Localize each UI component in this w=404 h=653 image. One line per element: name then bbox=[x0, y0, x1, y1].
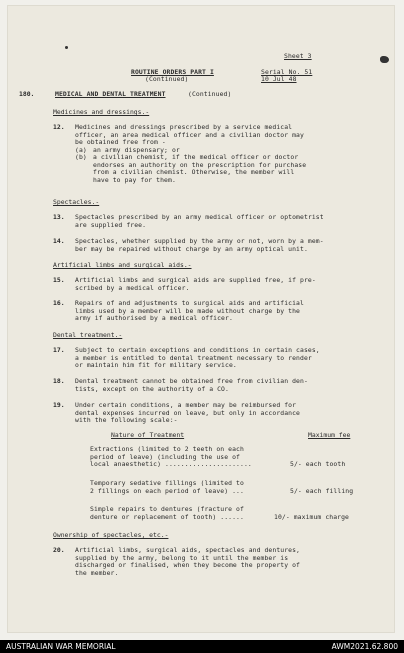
subheading-dental: Dental treatment.- bbox=[53, 331, 123, 339]
para-16-line: army if authorised by a medical officer. bbox=[75, 314, 233, 322]
para-18-line: tists, except on the authority of a CO. bbox=[75, 384, 229, 393]
document-title-continued: (Continued) bbox=[145, 75, 189, 83]
para-19-number: 19. bbox=[53, 401, 65, 409]
archive-footer-bar bbox=[0, 640, 404, 653]
para-20-line: the member. bbox=[75, 568, 119, 577]
para-14-line: Spectacles, whether supplied by the army or not, worn by a mem- bbox=[75, 237, 324, 245]
footer-accession-number: AWM2021.62.800 bbox=[331, 642, 398, 651]
para-12-b-line: have to pay for them. bbox=[93, 175, 176, 184]
para-20-line: discharged or finalised, when they become the property of bbox=[75, 561, 301, 569]
scale-row-line: Extractions (limited to 2 teeth on each bbox=[90, 445, 244, 453]
para-13-line: Spectacles prescribed by an army medical officer or optometrist bbox=[75, 213, 324, 221]
scale-row-line: 2 fillings on each period of leave) ... bbox=[90, 486, 244, 495]
scale-row-line: denture or replacement of tooth) ...... bbox=[90, 512, 244, 521]
scale-row-fee: 5/- each filling bbox=[290, 486, 354, 495]
section-heading-continued: (Continued) bbox=[188, 90, 232, 98]
subheading-medicines: Medicines and dressings.- bbox=[53, 108, 150, 116]
para-12-a-text: an army dispensary; or bbox=[93, 145, 180, 154]
para-18-line: Dental treatment cannot be obtained free from civilian den- bbox=[75, 377, 308, 385]
para-13-number: 13. bbox=[53, 213, 65, 221]
para-14-number: 14. bbox=[53, 237, 65, 245]
para-12-line: Medicines and dressings prescribed by a service medical bbox=[75, 123, 293, 131]
para-16-line: Repairs of and adjustments to surgical aids and artificial bbox=[75, 299, 304, 307]
para-12-line: officer, an area medical officer and a civilian doctor may bbox=[75, 130, 304, 139]
section-heading: MEDICAL AND DENTAL TREATMENT bbox=[55, 90, 166, 98]
para-12-number: 12. bbox=[53, 123, 65, 131]
serial-number: Serial No. 51 bbox=[261, 68, 313, 76]
punch-hole-mark bbox=[65, 46, 68, 49]
scale-row-fee: 10/- maximum charge bbox=[274, 512, 350, 521]
footer-institution: AUSTRALIAN WAR MEMORIAL bbox=[6, 642, 116, 651]
para-17-line: Subject to certain exceptions and conditions in certain cases, bbox=[75, 346, 320, 354]
scale-row-line: Temporary sedative fillings (limited to bbox=[90, 479, 244, 487]
para-15-line: Artificial limbs and surgical aids are supplied free, if pre- bbox=[75, 276, 316, 284]
para-15-number: 15. bbox=[53, 276, 65, 284]
para-19-line: dental expenses incurred on leave, but only in accordance bbox=[75, 408, 301, 417]
para-12-b-label: (b) bbox=[75, 153, 87, 161]
para-12-line: be obtained free from - bbox=[75, 138, 166, 146]
subheading-ownership: Ownership of spectacles, etc.- bbox=[53, 531, 169, 539]
para-12-b-line: from a civilian chemist. Otherwise, the member will bbox=[93, 168, 295, 176]
para-12-a-label: (a) bbox=[75, 145, 87, 154]
para-20-line: supplied by the army, belong to it until the member is bbox=[75, 553, 289, 562]
para-17-line: a member is entitled to dental treatment necessary to render bbox=[75, 353, 312, 362]
scale-row-line: local anaesthetic) ...................... bbox=[90, 460, 252, 468]
scale-row-fee: 5/- each tooth bbox=[290, 460, 346, 468]
section-number: 180. bbox=[19, 90, 35, 98]
para-17-line: or maintain him fit for military service. bbox=[75, 361, 237, 369]
scale-row-line: period of leave) (including the use of bbox=[90, 452, 241, 461]
para-17-number: 17. bbox=[53, 346, 65, 354]
document-title: ROUTINE ORDERS PART I bbox=[131, 68, 214, 76]
para-14-line: ber may be repaired without charge by an army optical unit. bbox=[75, 244, 308, 253]
para-16-number: 16. bbox=[53, 299, 65, 307]
para-16-line: limbs used by a member will be made without charge by the bbox=[75, 306, 301, 315]
para-20-line: Artificial limbs, surgical aids, spectacles and dentures, bbox=[75, 546, 301, 554]
scale-column-fee: Maximum fee bbox=[308, 431, 351, 439]
document-date: 10 Jul 48 bbox=[261, 75, 297, 83]
para-18-number: 18. bbox=[53, 377, 65, 385]
document-sheet bbox=[8, 6, 394, 632]
scale-column-nature: Nature of Treatment bbox=[111, 431, 185, 439]
para-19-line: with the following scale:- bbox=[75, 416, 178, 424]
para-19-line: Under certain conditions, a member may be reimbursed for bbox=[75, 401, 297, 409]
subheading-spectacles: Spectacles.- bbox=[53, 198, 100, 206]
subheading-artificial-limbs: Artificial limbs and surgical aids.- bbox=[53, 261, 192, 269]
para-12-b-line: a civilian chemist, if the medical officer or doctor bbox=[93, 153, 299, 161]
para-20-number: 20. bbox=[53, 546, 65, 554]
para-13-line: are supplied free. bbox=[75, 220, 147, 229]
sheet-number: Sheet 3 bbox=[284, 52, 312, 60]
scale-row-line: Simple repairs to dentures (fracture of bbox=[90, 505, 244, 513]
ink-blot-mark bbox=[380, 56, 389, 63]
para-12-b-line: endorses an authority on the prescription for purchase bbox=[93, 160, 307, 169]
para-15-line: scribed by a medical officer. bbox=[75, 283, 190, 292]
